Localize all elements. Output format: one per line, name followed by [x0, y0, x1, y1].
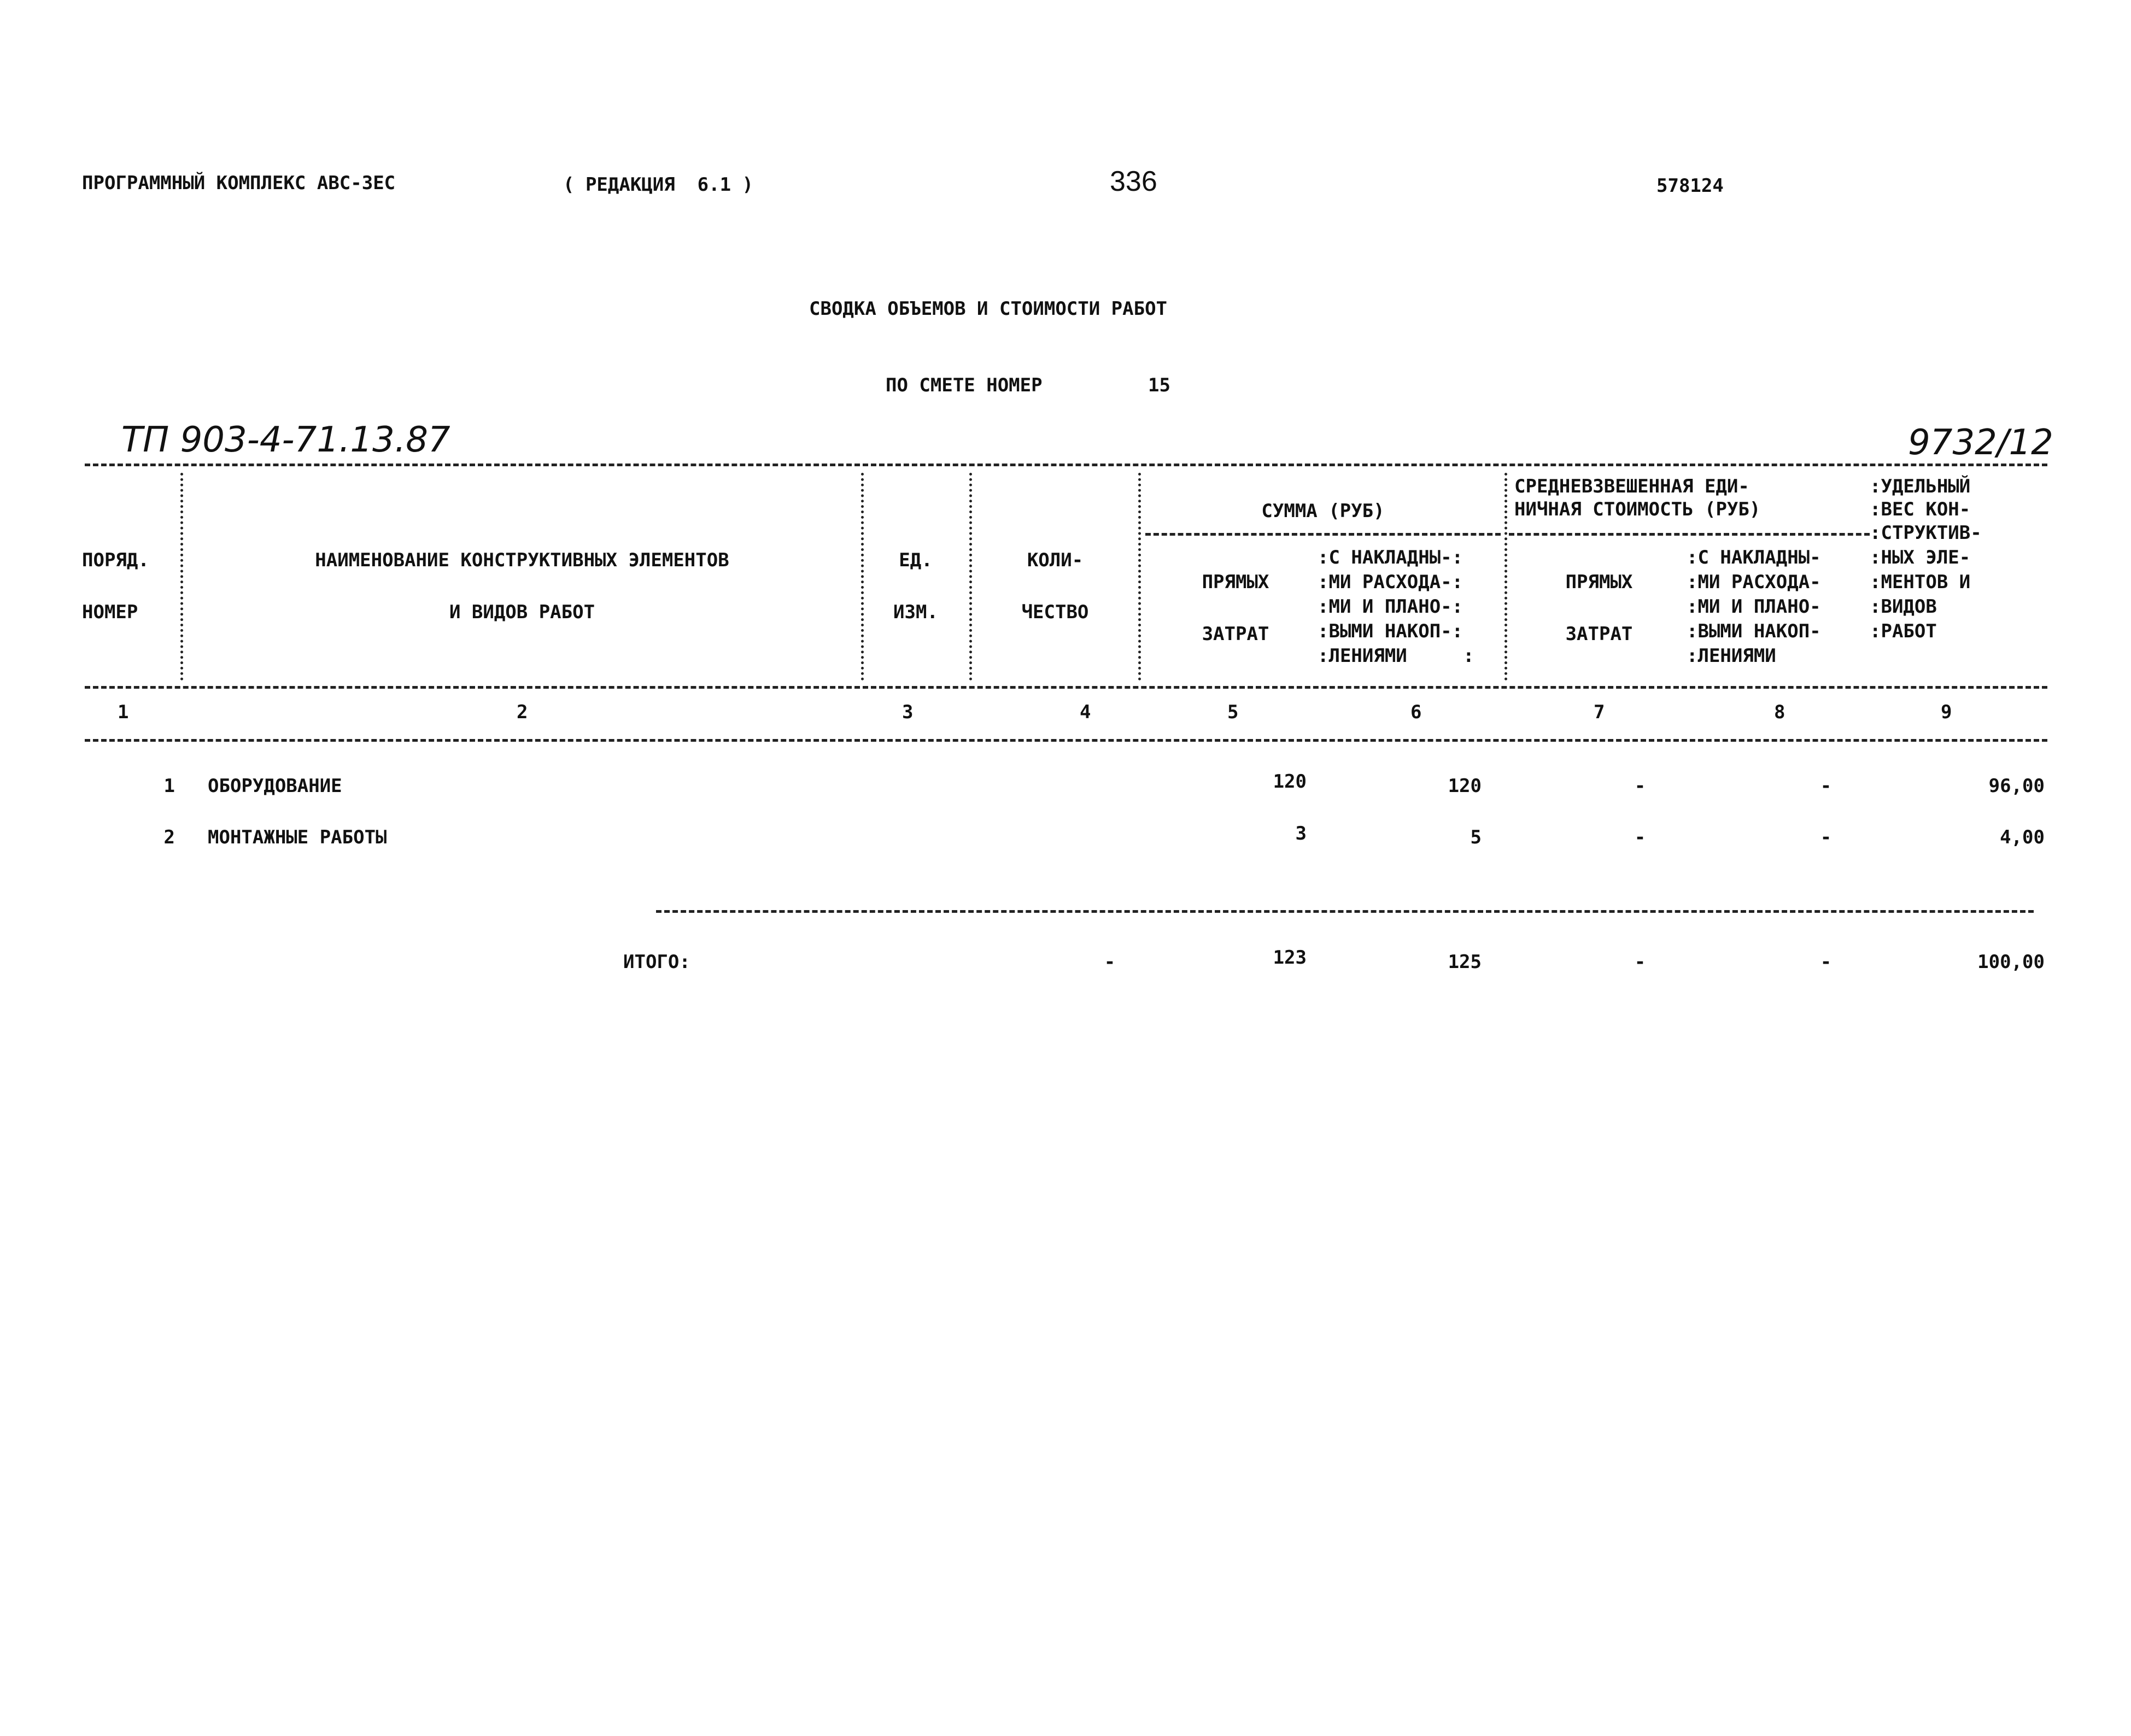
column-numbers-rule: [85, 739, 2047, 742]
column-separator: [1138, 473, 1141, 681]
column-number: 5: [1227, 701, 1239, 723]
total-weight: 100,00: [1977, 951, 2045, 973]
total-direct-sum: 123: [1273, 947, 1307, 969]
weight-label: :ВЕС КОН-: [1870, 498, 1971, 520]
col-qty-label: КОЛИ-: [1027, 549, 1084, 571]
total-rule: [656, 910, 2034, 913]
weight-label: :МЕНТОВ И: [1870, 571, 1971, 593]
col-name-label: НАИМЕНОВАНИЕ КОНСТРУКТИВНЫХ ЭЛЕМЕНТОВ: [315, 549, 729, 571]
overhead-sum-label: :МИ И ПЛАНО-:: [1318, 596, 1463, 618]
col-order-label: НОМЕР: [82, 601, 138, 623]
program-name: ПРОГРАММНЫЙ КОМПЛЕКС АВС-3ЕС: [82, 172, 396, 194]
column-number: 8: [1774, 701, 1785, 723]
total-label: ИТОГО:: [623, 951, 690, 973]
weight-label: :УДЕЛЬНЫЙ: [1870, 476, 1971, 497]
direct-sum-label: ЗАТРАТ: [1202, 623, 1269, 645]
row-avg-overhead: -: [1820, 775, 1832, 797]
overhead-avg-label: :С НАКЛАДНЫ-: [1687, 547, 1821, 568]
col-unit-label: ИЗМ.: [893, 601, 938, 623]
column-number: 4: [1080, 701, 1091, 723]
total-qty: -: [1104, 951, 1116, 973]
document-title: СВОДКА ОБЪЕМОВ И СТОИМОСТИ РАБОТ: [809, 298, 1168, 320]
page-number: 336: [1110, 166, 1157, 197]
overhead-sum-label: :ЛЕНИЯМИ :: [1318, 645, 1474, 667]
col-unit-label: ЕД.: [899, 549, 933, 571]
overhead-avg-label: :ЛЕНИЯМИ: [1687, 645, 1776, 667]
row-weight: 96,00: [1988, 775, 2045, 797]
header-bottom-rule: [85, 686, 2047, 689]
column-number: 2: [517, 701, 528, 723]
column-number: 6: [1410, 701, 1422, 723]
column-separator: [180, 473, 183, 681]
row-name: МОНТАЖНЫЕ РАБОТЫ: [208, 826, 387, 848]
handwritten-sheet-number: 9732/12: [1908, 423, 2053, 463]
column-number: 3: [902, 701, 914, 723]
weight-label: :СТРУКТИВ-: [1870, 522, 1982, 544]
total-overhead-sum: 125: [1448, 951, 1482, 973]
total-avg-overhead: -: [1820, 951, 1832, 973]
overhead-avg-label: :МИ И ПЛАНО-: [1687, 596, 1821, 618]
avg-group-rule: [1509, 533, 1870, 536]
avg-group-label: НИЧНАЯ СТОИМОСТЬ (РУБ): [1514, 498, 1761, 520]
direct-avg-label: ПРЯМЫХ: [1565, 571, 1633, 593]
column-separator: [861, 473, 864, 681]
weight-label: :НЫХ ЭЛЕ-: [1870, 547, 1971, 568]
direct-sum-label: ПРЯМЫХ: [1202, 571, 1269, 593]
sum-group-label: СУММА (РУБ): [1261, 500, 1385, 522]
weight-label: :РАБОТ: [1870, 620, 1937, 642]
row-direct-sum: 3: [1295, 823, 1307, 844]
col-order-label: ПОРЯД.: [82, 549, 149, 571]
col-qty-label: ЧЕСТВО: [1021, 601, 1089, 623]
column-number: 7: [1594, 701, 1605, 723]
direct-avg-label: ЗАТРАТ: [1565, 623, 1633, 645]
overhead-sum-label: :ВЫМИ НАКОП-:: [1318, 620, 1463, 642]
overhead-sum-label: :С НАКЛАДНЫ-:: [1318, 547, 1463, 568]
row-number: 1: [163, 775, 175, 797]
row-direct-sum: 120: [1273, 771, 1307, 793]
estimate-number: 15: [1148, 374, 1170, 396]
edition-label: ( РЕДАКЦИЯ 6.1 ): [563, 174, 753, 196]
table-top-rule: [85, 464, 2047, 466]
handwritten-project-code: ТП 903-4-71.13.87: [121, 420, 450, 460]
row-avg-direct: -: [1634, 775, 1646, 797]
overhead-avg-label: :ВЫМИ НАКОП-: [1687, 620, 1821, 642]
column-number: 9: [1941, 701, 1952, 723]
row-overhead-sum: 5: [1470, 826, 1482, 848]
avg-group-label: СРЕДНЕВЗВЕШЕННАЯ ЕДИ-: [1514, 476, 1749, 497]
overhead-sum-label: :МИ РАСХОДА-:: [1318, 571, 1463, 593]
row-number: 2: [163, 826, 175, 848]
row-avg-overhead: -: [1820, 826, 1832, 848]
estimate-label: ПО СМЕТЕ НОМЕР: [886, 374, 1043, 396]
row-avg-direct: -: [1634, 826, 1646, 848]
weight-label: :ВИДОВ: [1870, 596, 1937, 618]
row-name: ОБОРУДОВАНИЕ: [208, 775, 342, 797]
overhead-avg-label: :МИ РАСХОДА-: [1687, 571, 1821, 593]
column-separator: [969, 473, 972, 681]
col-name-label: И ВИДОВ РАБОТ: [449, 601, 595, 623]
column-number: 1: [118, 701, 129, 723]
document-code: 578124: [1656, 175, 1724, 197]
sum-group-rule: [1145, 533, 1501, 536]
row-weight: 4,00: [2000, 826, 2045, 848]
column-separator: [1504, 473, 1507, 681]
row-overhead-sum: 120: [1448, 775, 1482, 797]
total-avg-direct: -: [1634, 951, 1646, 973]
